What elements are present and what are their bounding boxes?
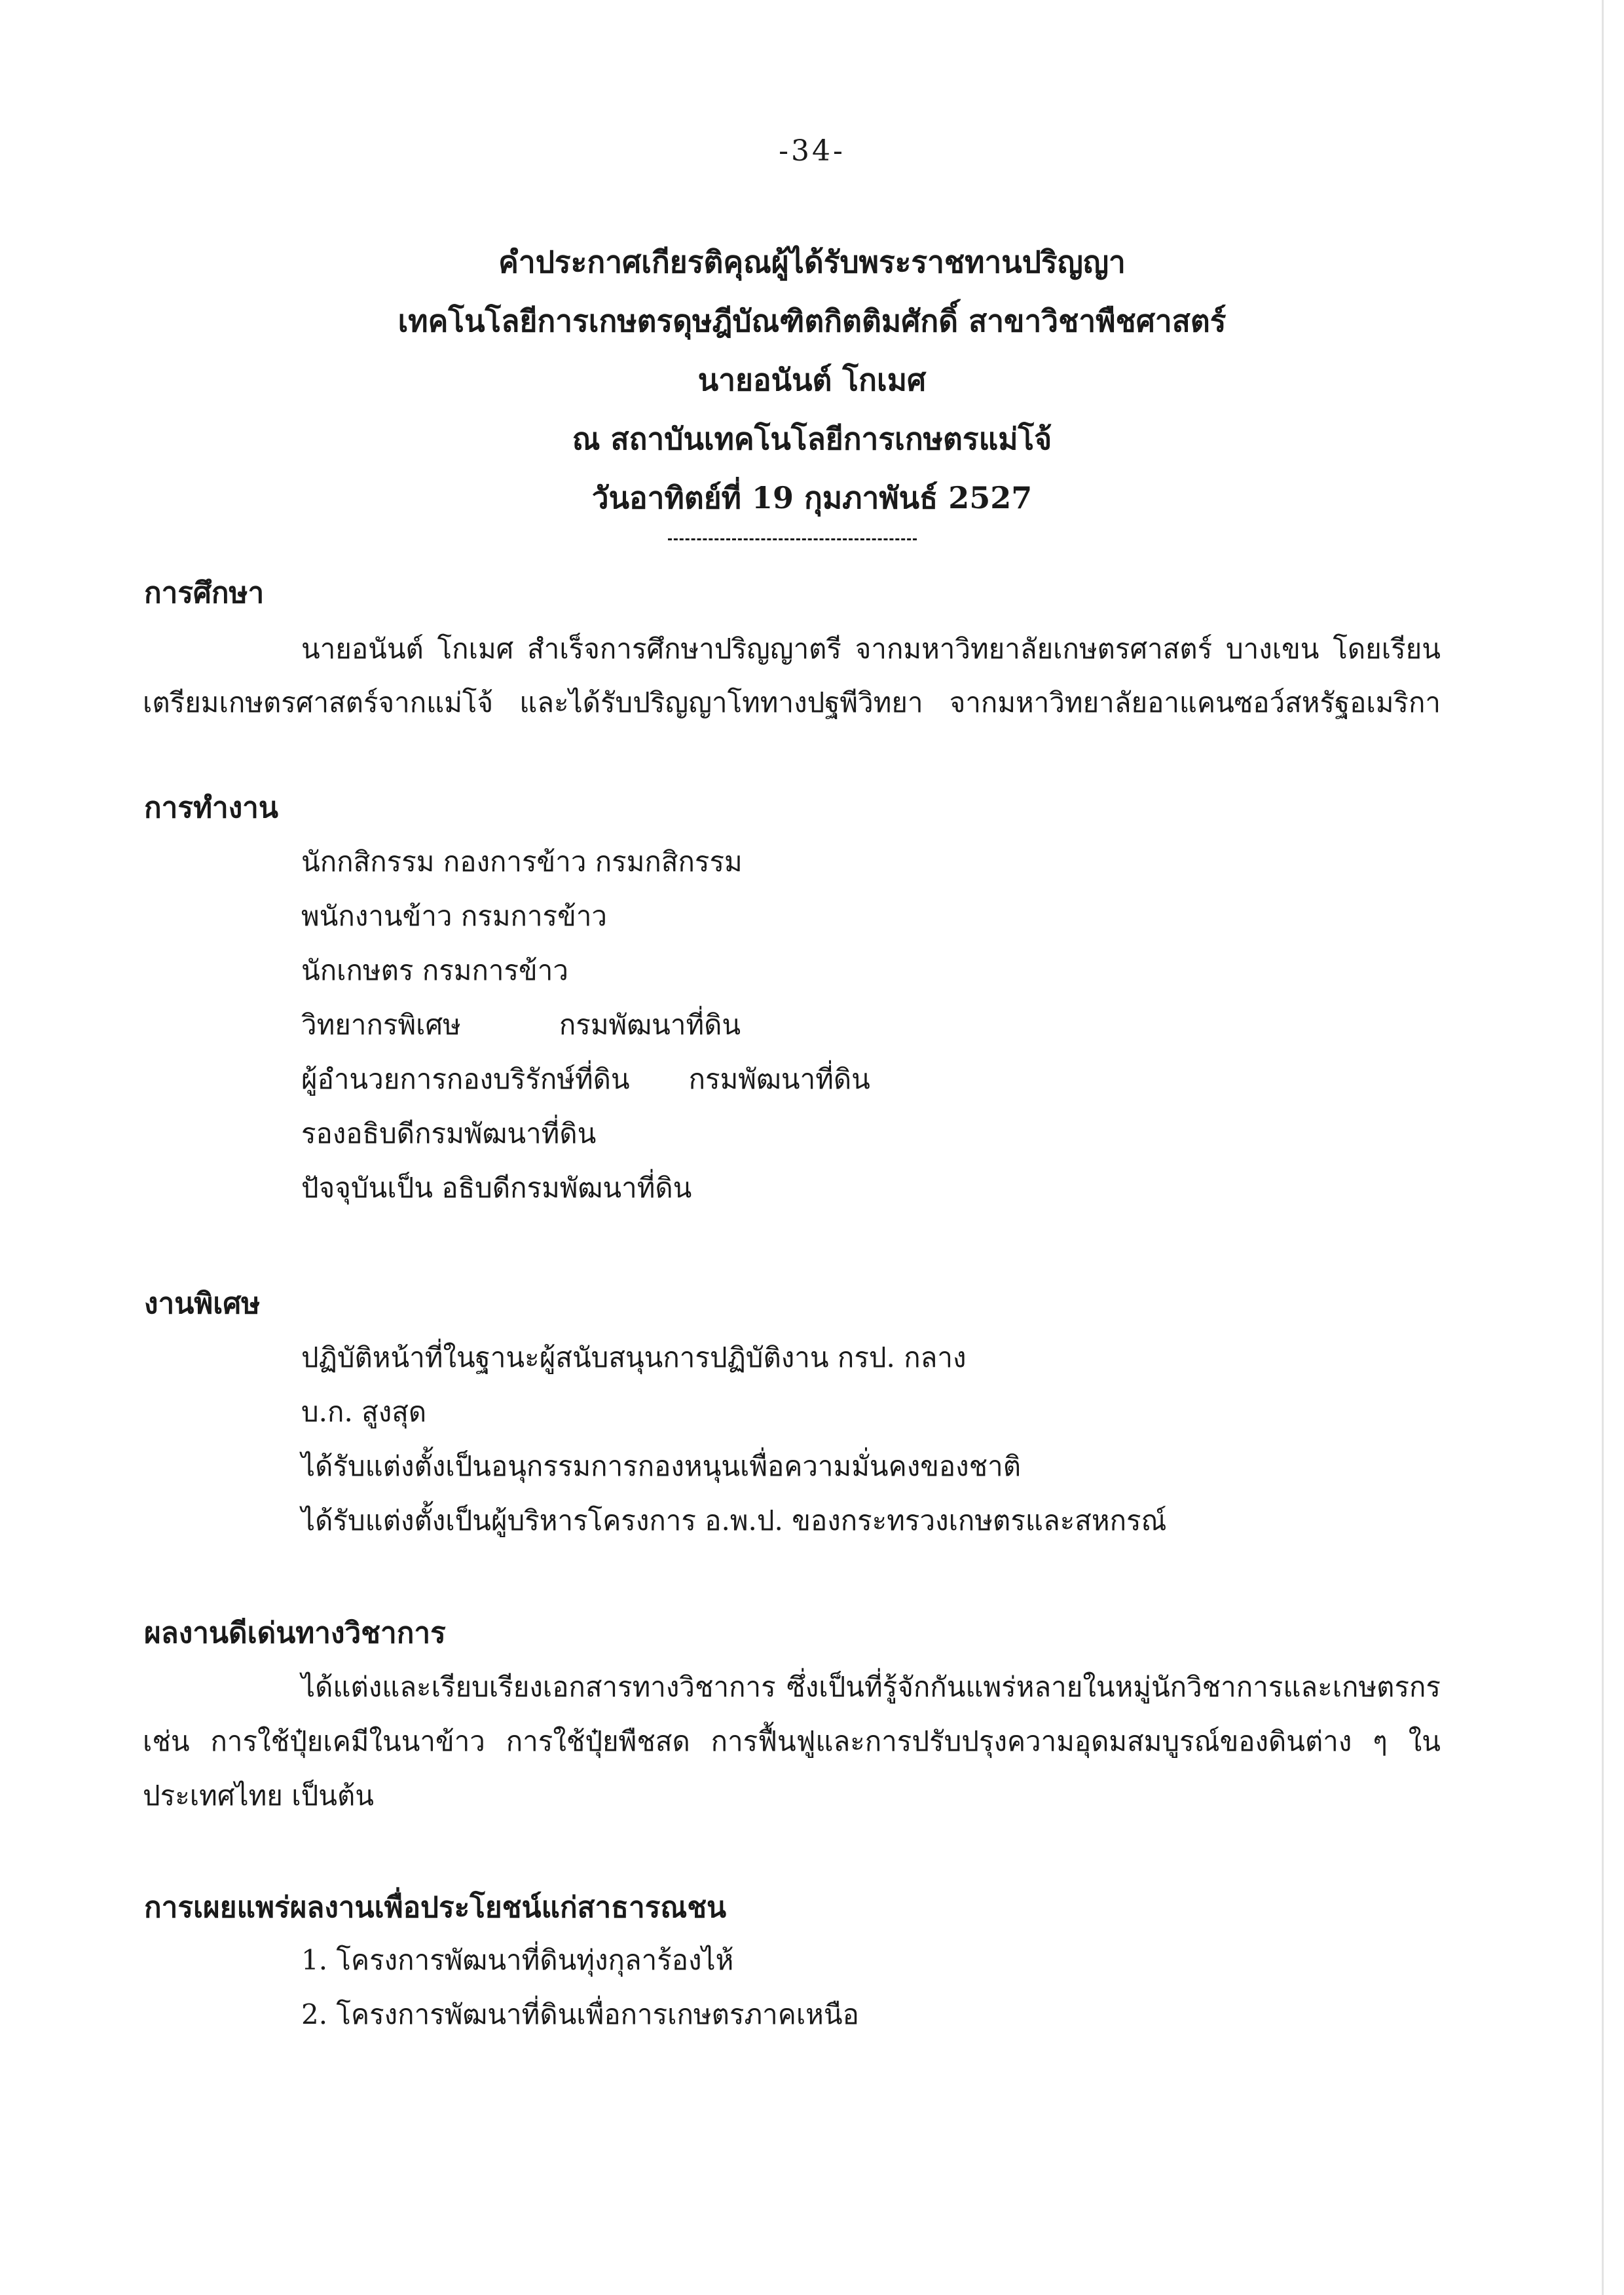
public-item-1: 1. โครงการพัฒนาที่ดินทุ่งกุลาร้องไห้	[301, 1944, 734, 1976]
work-item-5-org: กรมพัฒนาที่ดิน	[688, 1063, 870, 1095]
work-item-1: นักกสิกรรม กองการข้าว กรมกสิกรรม	[301, 846, 743, 878]
title-line-4: ณ สถาบันเทคโนโลยีการเกษตรแม่โจ้	[572, 421, 1052, 457]
work-item-5	[301, 1058, 870, 1101]
education-line-1: นายอนันต์ โกเมศ สำเร็จการศึกษาปริญญาตรี จากมหาวิทยาลัยเกษตรศาสตร์ บางเขน โดยเรียน	[301, 633, 1441, 665]
work-item-7: ปัจจุบันเป็น อธิบดีกรมพัฒนาที่ดิน	[301, 1172, 692, 1204]
public-heading: การเผยแพร่ผลงานเพื่อประโยชน์แก่สาธารณชน	[144, 1891, 727, 1924]
document-title	[0, 233, 1624, 527]
work-item-3: นักเกษตร กรมการข้าว	[301, 954, 568, 986]
special-item-4: ได้รับแต่งตั้งเป็นผู้บริหารโครงการ อ.พ.ป. ของกระทรวงเกษตรและสหกรณ์	[301, 1504, 1167, 1537]
work-item-6: รองอธิบดีกรมพัฒนาที่ดิน	[301, 1117, 597, 1149]
special-heading: งานพิเศษ	[144, 1287, 261, 1320]
title-line-1: คำประกาศเกียรติคุณผู้ได้รับพระราชทานปริญญา	[498, 244, 1126, 280]
academic-line-3: ประเทศไทย เป็นต้น	[143, 1780, 374, 1812]
education-heading: การศึกษา	[144, 576, 265, 610]
work-heading: การทำงาน	[144, 791, 278, 825]
page-number: -34-	[779, 134, 845, 168]
title-line-2: เทคโนโลยีการเกษตรดุษฎีบัณฑิตกิตติมศักดิ์ สาขาวิชาพืชศาสตร์	[397, 303, 1227, 339]
work-item-4-role: วิทยากรพิเศษ	[301, 1009, 461, 1041]
special-item-1: ปฏิบัติหน้าที่ในฐานะผู้สนับสนุนการปฏิบัติงาน กรป. กลาง	[301, 1341, 967, 1373]
title-line-3: นายอนันต์ โกเมศ	[697, 362, 927, 398]
work-item-2: พนักงานข้าว กรมการข้าว	[301, 900, 607, 932]
work-item-4-org: กรมพัฒนาที่ดิน	[559, 1009, 741, 1041]
special-item-3: ได้รับแต่งตั้งเป็นอนุกรรมการกองหนุนเพื่อความมั่นคงของชาติ	[301, 1450, 1022, 1482]
title-line-5: วันอาทิตย์ที่ 19 กุมภาพันธ์ 2527	[591, 480, 1033, 515]
academic-line-1: ได้แต่งและเรียบเรียงเอกสารทางวิชาการ ซึ่งเป็นที่รู้จักกันแพร่หลายในหมู่นักวิชาการและเกษตรกร	[301, 1671, 1441, 1703]
work-item-4	[301, 1003, 741, 1047]
special-item-2: บ.ก. สูงสุด	[301, 1396, 427, 1428]
work-item-5-role: ผู้อำนวยการกองบริรักษ์ที่ดิน	[301, 1063, 630, 1095]
education-line-2: เตรียมเกษตรศาสตร์จากแม่โจ้ และได้รับปริญญาโททางปฐพีวิทยา จากมหาวิทยาลัยอาแคนซอว์สหรัฐอเมริกา	[143, 686, 1441, 718]
public-item-2: 2. โครงการพัฒนาที่ดินเพื่อการเกษตรภาคเหนือ	[301, 1998, 859, 2030]
academic-line-2: เช่น การใช้ปุ๋ยเคมีในนาข้าว การใช้ปุ๋ยพืชสด การฟื้นฟูและการปรับปรุงความอุดมสมบูรณ์ของดินต่าง ๆ ใน	[143, 1725, 1441, 1757]
academic-heading: ผลงานดีเด่นทางวิชาการ	[144, 1616, 446, 1650]
title-divider	[668, 538, 917, 540]
